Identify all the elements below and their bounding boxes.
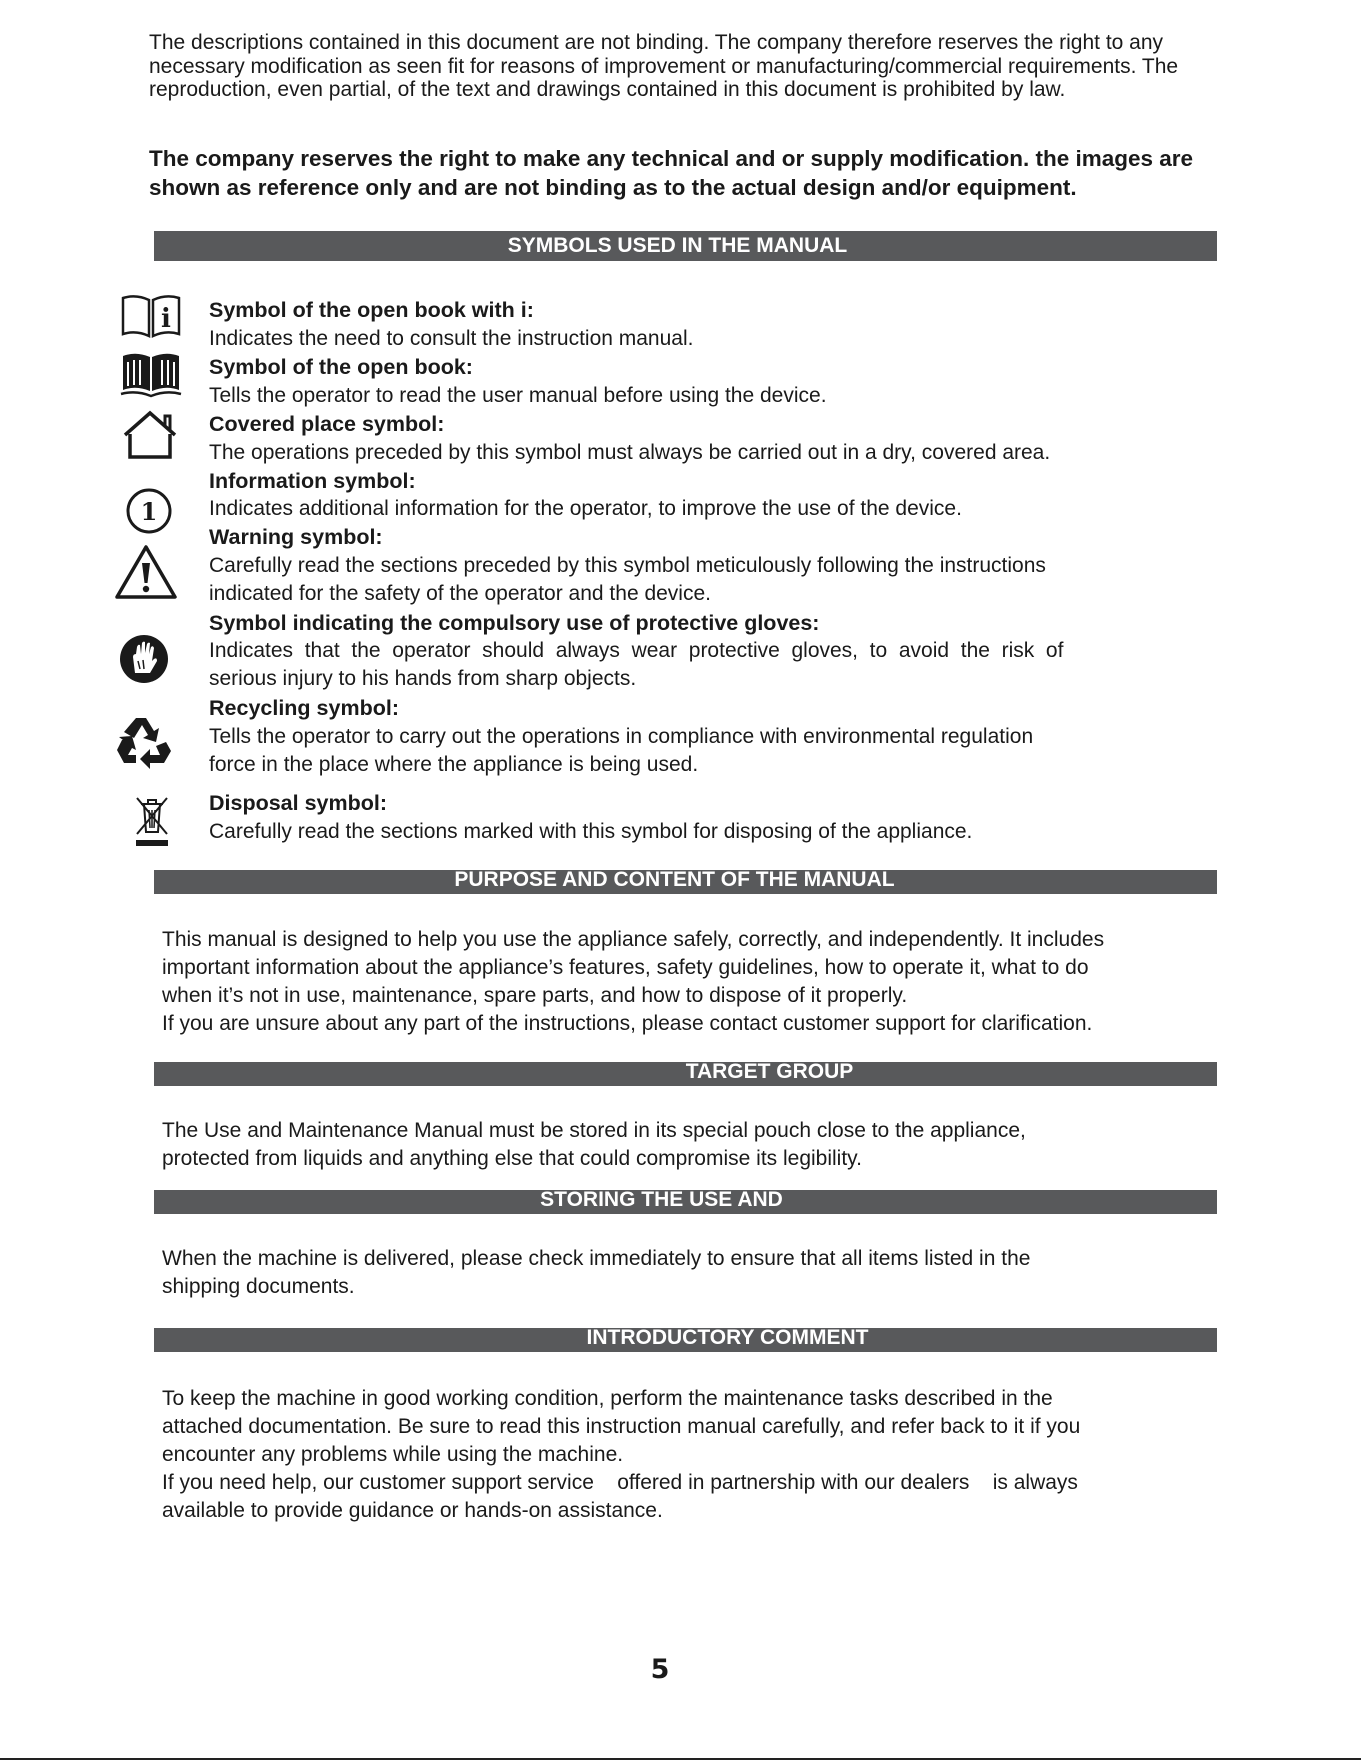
intro-line: attached documentation. Be sure to read this instruction manual carefully, and refer back to it if you (162, 1415, 1081, 1438)
intro-line: available to provide guidance or hands-on assistance. (162, 1499, 663, 1522)
symbol-title-disposal: Disposal symbol: (209, 791, 388, 815)
symbol-desc-gloves-line1: Indicates that the operator should always wear protective gloves, to avoid the risk of (209, 639, 1064, 662)
intro-section-header (154, 1328, 1217, 1352)
protective-gloves-icon (118, 633, 170, 685)
svg-text:i: i (161, 304, 171, 334)
information-icon (124, 486, 174, 536)
symbol-desc-warning-line1: Carefully read the sections preceded by this symbol meticulously following the instructions (209, 554, 1046, 577)
symbol-desc-open-book-info: Indicates the need to consult the instruction manual. (209, 327, 694, 350)
symbol-desc-disposal: Carefully read the sections marked with this symbol for disposing of the appliance. (209, 820, 973, 843)
symbol-title-open-book-info: Symbol of the open book with i: (209, 298, 534, 322)
svg-text:1: 1 (140, 497, 158, 526)
symbol-desc-open-book: Tells the operator to read the user manual before using the device. (209, 384, 827, 407)
symbol-desc-information: Indicates additional information for the operator, to improve the use of the device. (209, 497, 962, 520)
symbols-section-header (154, 231, 1217, 261)
symbol-desc-covered-place: The operations preceded by this symbol must always be carried out in a dry, covered area. (209, 441, 1051, 464)
symbol-title-open-book: Symbol of the open book: (209, 355, 473, 379)
disclaimer-paragraph: The descriptions contained in this document are not binding. The company therefore reserves the right to any necessary modification as seen fit for reasons of improvement or manufacturing/commercial requirements. The reproduction, even partial, of the text and drawings contained in this document is prohibited by law. (149, 31, 1179, 101)
symbol-desc-warning-line2: indicated for the safety of the operator and the device. (209, 582, 711, 605)
storing-header-label: STORING THE USE AND (540, 1190, 783, 1211)
intro-header-label: INTRODUCTORY COMMENT (586, 1328, 869, 1349)
intro-line: encounter any problems while using the machine. (162, 1443, 624, 1466)
storing-paragraph (162, 1245, 1242, 1301)
symbols-header-label: SYMBOLS USED IN THE MANUAL (507, 234, 848, 257)
symbol-desc-gloves-line2: serious injury to his hands from sharp objects. (209, 667, 637, 690)
symbol-title-information: Information symbol: (209, 469, 416, 493)
purpose-line: when it’s not in use, maintenance, spare parts, and how to dispose of it properly. (162, 984, 908, 1007)
storing-section-header (154, 1190, 1217, 1214)
target-header-label: TARGET GROUP (685, 1062, 854, 1083)
intro-line: To keep the machine in good working condition, perform the maintenance tasks described in the (162, 1387, 1053, 1410)
intro-line: If you need help, our customer support service offered in partnership with our dealers is always (162, 1471, 1078, 1494)
notice-paragraph: The company reserves the right to make any technical and or supply modification. the images are shown as reference only and are not binding as to the actual design and/or equipment. (149, 146, 1194, 200)
open-book-info-icon (120, 294, 182, 340)
storing-line: shipping documents. (162, 1275, 355, 1298)
symbol-title-gloves: Symbol indicating the compulsory use of protective gloves: (209, 611, 820, 635)
symbol-desc-recycling-line2: force in the place where the appliance is being used. (209, 753, 699, 776)
symbol-title-warning: Warning symbol: (209, 525, 383, 549)
target-section-header (154, 1062, 1217, 1086)
target-line: The Use and Maintenance Manual must be stored in its special pouch close to the appliance, (162, 1119, 1026, 1142)
storing-line: When the machine is delivered, please check immediately to ensure that all items listed in the (162, 1247, 1031, 1270)
target-line: protected from liquids and anything else that could compromise its legibility. (162, 1147, 862, 1170)
recycling-icon (114, 714, 174, 772)
house-icon (122, 410, 178, 460)
open-book-icon (120, 350, 182, 398)
purpose-line: important information about the appliance’s features, safety guidelines, how to operate it, what to do (162, 956, 1089, 979)
target-paragraph (162, 1117, 1242, 1173)
purpose-paragraph (162, 926, 1242, 1038)
page-number: 5 (650, 1654, 670, 1685)
warning-icon (114, 543, 178, 601)
symbol-title-covered-place: Covered place symbol: (209, 412, 445, 436)
purpose-section-header (154, 870, 1217, 894)
disposal-bin-icon (133, 796, 171, 848)
symbol-desc-recycling-line1: Tells the operator to carry out the operations in compliance with environmental regulation (209, 725, 1034, 748)
bottom-rule (0, 1758, 1361, 1760)
purpose-header-label: PURPOSE AND CONTENT OF THE MANUAL (454, 870, 895, 891)
purpose-line: If you are unsure about any part of the instructions, please contact customer support for clarification. (162, 1012, 1093, 1035)
symbol-title-recycling: Recycling symbol: (209, 696, 399, 720)
purpose-line: This manual is designed to help you use the appliance safely, correctly, and independently. It includes (162, 928, 1105, 951)
intro-paragraph (162, 1385, 1242, 1525)
